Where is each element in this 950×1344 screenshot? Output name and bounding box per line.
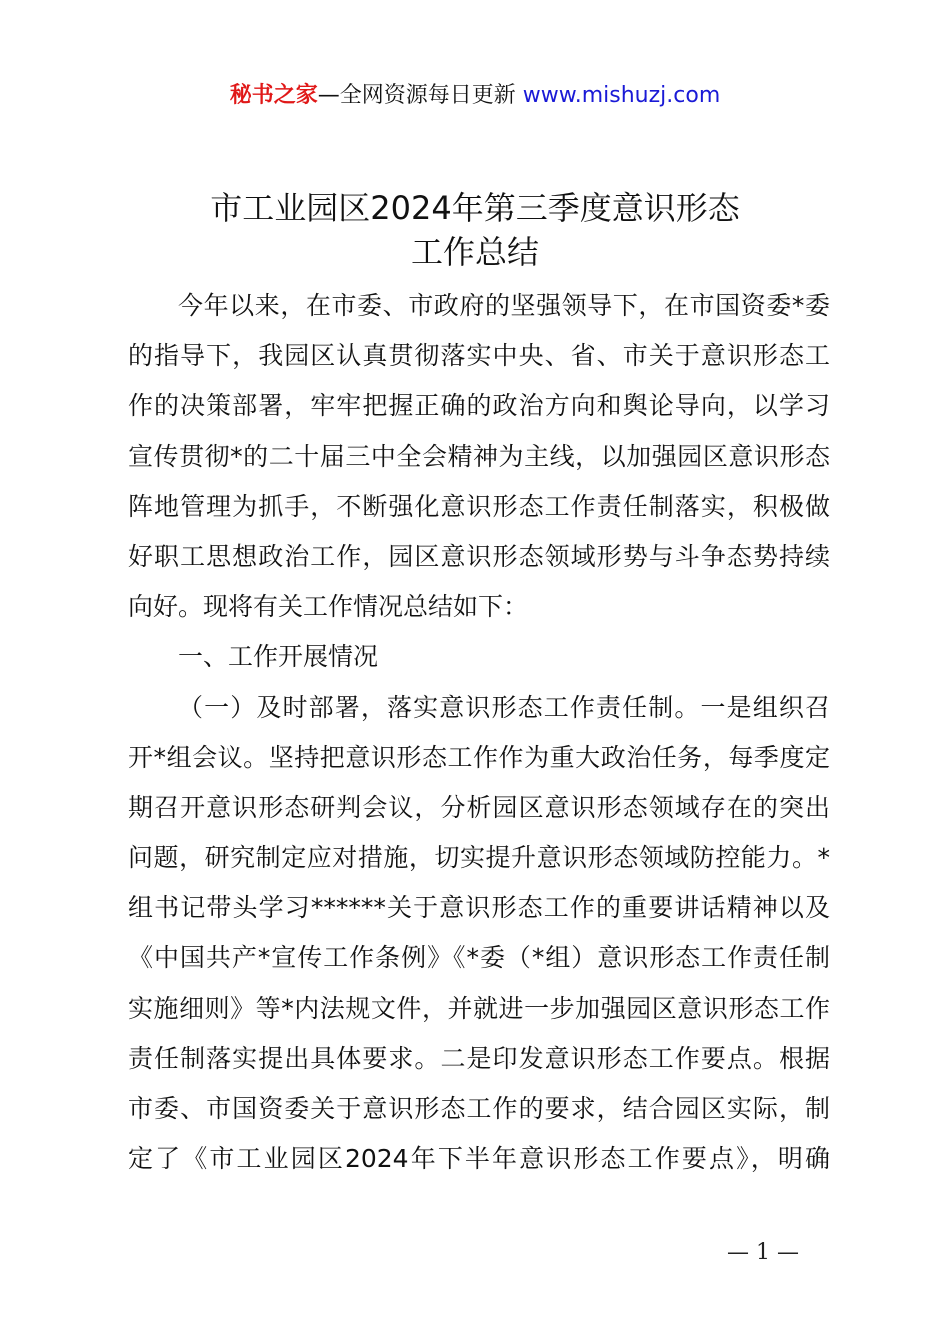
body-line: 问题，研究制定应对措施，切实提升意识形态领域防控能力。* <box>128 843 830 873</box>
body-line: 宣传贯彻*的二十届三中全会精神为主线，以加强园区意识形态 <box>128 441 830 471</box>
site-header <box>0 80 950 112</box>
page-number: — 1 — <box>727 1240 799 1265</box>
body-line: 好职工思想政治工作，园区意识形态领域形势与斗争态势持续 <box>128 541 830 571</box>
document-body <box>128 281 830 1184</box>
body-line: 市委、市国资委关于意识形态工作的要求，结合园区实际，制 <box>128 1094 830 1123</box>
title-line-2: 工作总结 <box>410 233 539 271</box>
body-line: （一）及时部署，落实意识形态工作责任制。一是组织召 <box>178 692 830 722</box>
header-tagline: —全网资源每日更新 <box>317 83 516 108</box>
body-line: 实施细则》等*内法规文件，并就进一步加强园区意识形态工作 <box>128 993 830 1023</box>
body-line: 的指导下，我园区认真贯彻落实中央、省、市关于意识形态工 <box>128 341 830 371</box>
header-site-link[interactable]: www.mishuzj.com <box>522 83 721 108</box>
body-line: 责任制落实提出具体要求。二是印发意识形态工作要点。根据 <box>128 1043 830 1073</box>
header-brand: 秘书之家 <box>229 83 318 108</box>
body-line: 开*组会议。坚持把意识形态工作作为重大政治任务，每季度定 <box>128 742 830 772</box>
body-line: 《中国共产*宣传工作条例》《*委（*组）意识形态工作责任制 <box>128 943 830 973</box>
document-title <box>0 186 950 274</box>
body-line: 今年以来，在市委、市政府的坚强领导下，在市国资委*委 <box>178 291 830 320</box>
body-line: 定了《市工业园区2024年下半年意识形态工作要点》，明确 <box>128 1144 830 1174</box>
body-line: 向好。现将有关工作情况总结如下： <box>128 592 529 622</box>
section-heading: 一、工作开展情况 <box>178 642 379 672</box>
body-line: 期召开意识形态研判会议，分析园区意识形态领域存在的突出 <box>128 792 830 822</box>
title-line-1: 市工业园区2024年第三季度意识形态 <box>210 189 740 227</box>
body-line: 阵地管理为抓手，不断强化意识形态工作责任制落实，积极做 <box>128 491 830 521</box>
body-line: 作的决策部署，牢牢把握正确的政治方向和舆论导向，以学习 <box>128 391 830 421</box>
body-line: 组书记带头学习******关于意识形态工作的重要讲话精神以及 <box>128 893 830 923</box>
